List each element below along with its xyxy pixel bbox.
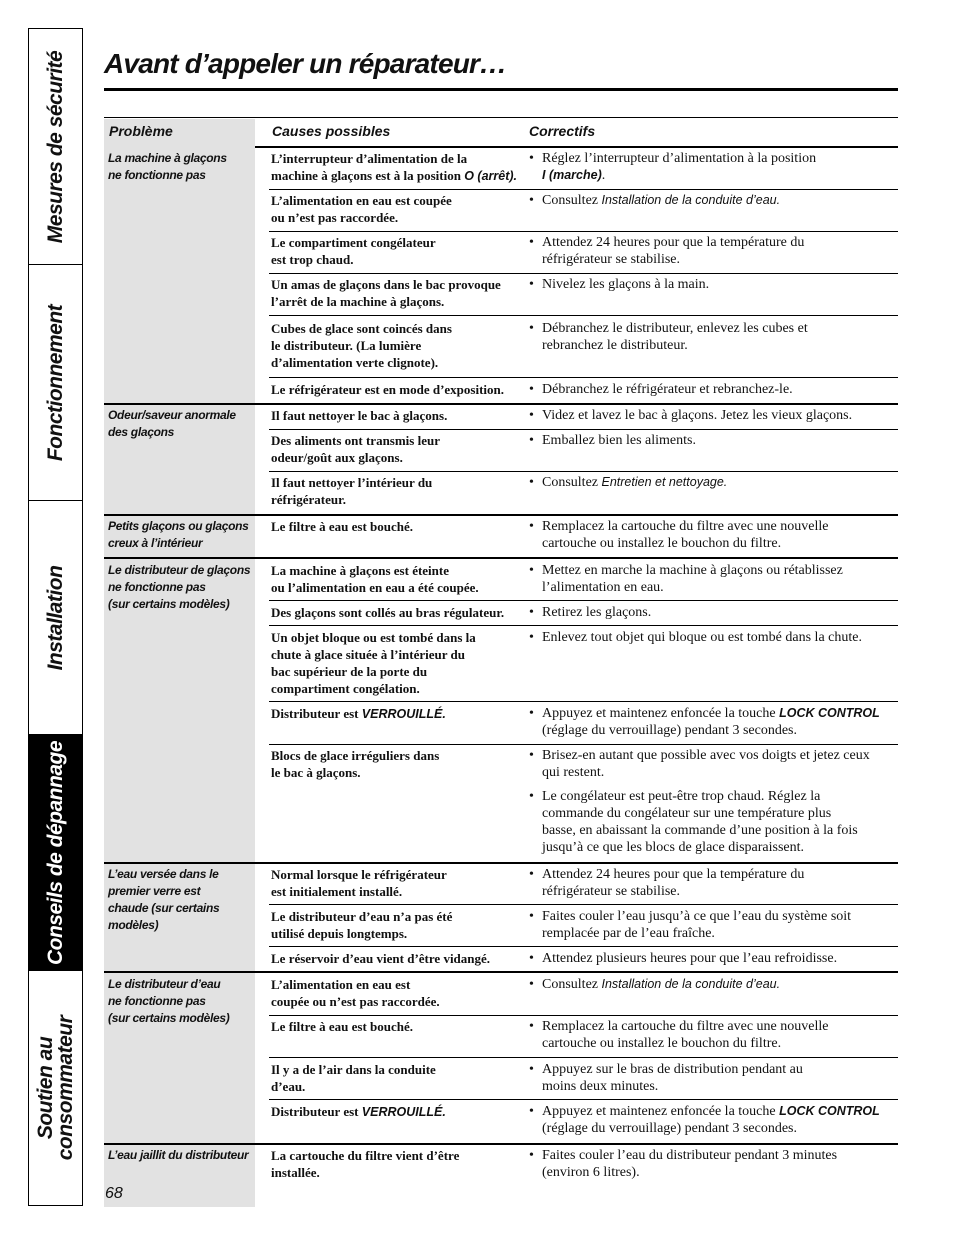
tab-label: Soutien au consommateur bbox=[33, 1015, 77, 1161]
problem-ice-dispenser: Le distributeur de glaçons ne fonctionne pas (sur certains modèles) bbox=[108, 563, 251, 611]
tab-fonctionnement[interactable] bbox=[29, 265, 82, 501]
cause-text: Le réservoir d’eau vient d’être vidangé. bbox=[271, 951, 491, 966]
fix-text: • Faites couler l’eau jusqu’à ce que l’eau du système soit remplacée par de l’eau fraîche. bbox=[529, 909, 852, 941]
cause-text: Un objet bloque ou est tombé dans la chute à glace située à l’intérieur du bac supérieur de la porte du compartiment congélation. bbox=[271, 630, 476, 696]
fix-text: • Débranchez le réfrigérateur et rebranchez-le. bbox=[529, 382, 793, 397]
cause-text: Normal lorsque le réfrigérateur est initialement installé. bbox=[271, 867, 447, 899]
cause-text: Il y a de l’air dans la conduite d’eau. bbox=[271, 1062, 436, 1094]
problem-ice-maker: La machine à glaçons ne fonctionne pas bbox=[108, 151, 227, 182]
cause-text: Des glaçons sont collés au bras régulateur. bbox=[271, 605, 505, 620]
cause-text: Il faut nettoyer l’intérieur du réfrigérateur. bbox=[271, 475, 433, 507]
problem-small-hollow-cubes: Petits glaçons ou glaçons creux à l’intérieur bbox=[108, 519, 249, 550]
fix-text: • Appuyez et maintenez enfoncée la touche LOCK CONTROL (réglage du verrouillage) pendant 3 secondes. bbox=[529, 706, 880, 738]
section-tabs bbox=[28, 28, 83, 1206]
fix-text: • Remplacez la cartouche du filtre avec une nouvelle cartouche ou installez le bouchon du filtre. bbox=[529, 519, 829, 551]
fix-text: • Retirez les glaçons. bbox=[529, 605, 652, 620]
problem-water-dispenser: Le distributeur d’eau ne fonctionne pas (sur certains modèles) bbox=[108, 977, 230, 1025]
cause-text: Cubes de glace sont coincés dans le distributeur. (La lumière d’alimentation verte clignote). bbox=[271, 321, 452, 370]
fix-text: • Consultez Entretien et nettoyage. bbox=[529, 475, 728, 490]
cause-text: Distributeur est VERROUILLÉ. bbox=[271, 1104, 446, 1119]
title-rule bbox=[104, 88, 898, 91]
fix-text: • Appuyez et maintenez enfoncée la touche LOCK CONTROL (réglage du verrouillage) pendant 3 secondes. bbox=[529, 1104, 880, 1136]
fix-text: • Débranchez le distributeur, enlevez les cubes et rebranchez le distributeur. bbox=[529, 321, 808, 353]
fix-text: • Attendez 24 heures pour que la température du réfrigérateur se stabilise. bbox=[529, 235, 805, 267]
cause-text: Un amas de glaçons dans le bac provoque l’arrêt de la machine à glaçons. bbox=[271, 277, 501, 309]
cause-text: L’alimentation en eau est coupée ou n’est pas raccordée. bbox=[271, 193, 452, 225]
fix-text: • Emballez bien les aliments. bbox=[529, 433, 696, 448]
fix-text: • Appuyez sur le bras de distribution pendant au moins deux minutes. bbox=[529, 1062, 803, 1094]
tab-label: Fonctionnement bbox=[43, 304, 67, 461]
page-number: 68 bbox=[105, 1185, 123, 1202]
fix-text: • Consultez Installation de la conduite d’eau. bbox=[529, 193, 781, 208]
fix-text: • Réglez l’interrupteur d’alimentation à la position I (marche). bbox=[529, 151, 817, 183]
header-probleme: Problème bbox=[109, 123, 173, 139]
problem-column-background bbox=[104, 119, 255, 1207]
fix-text: • Consultez Installation de la conduite d’eau. bbox=[529, 977, 781, 992]
cause-text: La cartouche du filtre vient d’être installée. bbox=[271, 1148, 460, 1180]
tab-label: Conseils de dépannage bbox=[43, 740, 67, 965]
fix-text-second: • Le congélateur est peut-être trop chaud. Réglez la commande du congélateur sur une température plus basse, en abaissant la commande d’une position à la fois jusqu’à ce que les blocs de glace disparaissent. bbox=[529, 789, 858, 855]
tab-label: Mesures de sécurité bbox=[43, 50, 67, 243]
problem-warm-water: L’eau versée dans le premier verre est chaude (sur certains modèles) bbox=[108, 867, 220, 932]
tab-label: Installation bbox=[43, 565, 67, 670]
page-title: Avant d’appeler un réparateur… bbox=[104, 48, 507, 79]
problem-odor-taste: Odeur/saveur anormale des glaçons bbox=[108, 408, 236, 439]
cause-text: Le filtre à eau est bouché. bbox=[271, 519, 414, 534]
cause-text: Il faut nettoyer le bac à glaçons. bbox=[271, 408, 448, 423]
tab-mesures-de-securite[interactable] bbox=[29, 29, 82, 265]
problem-water-spurts: L’eau jaillit du distributeur bbox=[108, 1148, 249, 1162]
fix-text: • Videz et lavez le bac à glaçons. Jetez les vieux glaçons. bbox=[529, 408, 853, 423]
cause-text: Le réfrigérateur est en mode d’exposition. bbox=[271, 382, 504, 397]
fix-text: • Brisez-en autant que possible avec vos doigts et jetez ceux qui restent. bbox=[529, 748, 870, 780]
header-causes: Causes possibles bbox=[272, 123, 391, 139]
tab-installation[interactable] bbox=[29, 501, 82, 735]
cause-text: Des aliments ont transmis leur odeur/goût aux glaçons. bbox=[271, 433, 440, 465]
table-top-rule bbox=[104, 117, 898, 118]
fix-text: • Attendez 24 heures pour que la température du réfrigérateur se stabilise. bbox=[529, 867, 805, 899]
header-correctifs: Correctifs bbox=[529, 123, 596, 139]
cause-text: Blocs de glace irréguliers dans le bac à glaçons. bbox=[271, 748, 440, 780]
fix-text: • Faites couler l’eau du distributeur pendant 3 minutes (environ 6 litres). bbox=[529, 1148, 838, 1180]
cause-text: Le compartiment congélateur est trop chaud. bbox=[271, 235, 436, 267]
cause-text: L’alimentation en eau est coupée ou n’est pas raccordée. bbox=[271, 977, 440, 1009]
cause-text: Distributeur est VERROUILLÉ. bbox=[271, 706, 446, 721]
fix-text: • Attendez plusieurs heures pour que l’eau refroidisse. bbox=[529, 951, 838, 966]
cause-text: La machine à glaçons est éteinte ou l’alimentation en eau a été coupée. bbox=[271, 563, 479, 595]
cause-text: Le distributeur d’eau n’a pas été utilisé depuis longtemps. bbox=[271, 909, 453, 941]
cause-text: L’interrupteur d’alimentation de la machine à glaçons est à la position O (arrêt). bbox=[271, 151, 518, 183]
fix-text: • Mettez en marche la machine à glaçons ou rétablissez l’alimentation en eau. bbox=[529, 563, 843, 595]
header-rule bbox=[255, 146, 898, 148]
fix-text: • Remplacez la cartouche du filtre avec une nouvelle cartouche ou installez le bouchon du filtre. bbox=[529, 1019, 829, 1051]
tab-conseils-de-depannage[interactable] bbox=[29, 735, 82, 971]
fix-text: • Nivelez les glaçons à la main. bbox=[529, 277, 710, 292]
fix-text: • Enlevez tout objet qui bloque ou est tombé dans la chute. bbox=[529, 630, 862, 645]
cause-text: Le filtre à eau est bouché. bbox=[271, 1019, 414, 1034]
tab-soutien-au-consommateur[interactable] bbox=[29, 971, 82, 1205]
